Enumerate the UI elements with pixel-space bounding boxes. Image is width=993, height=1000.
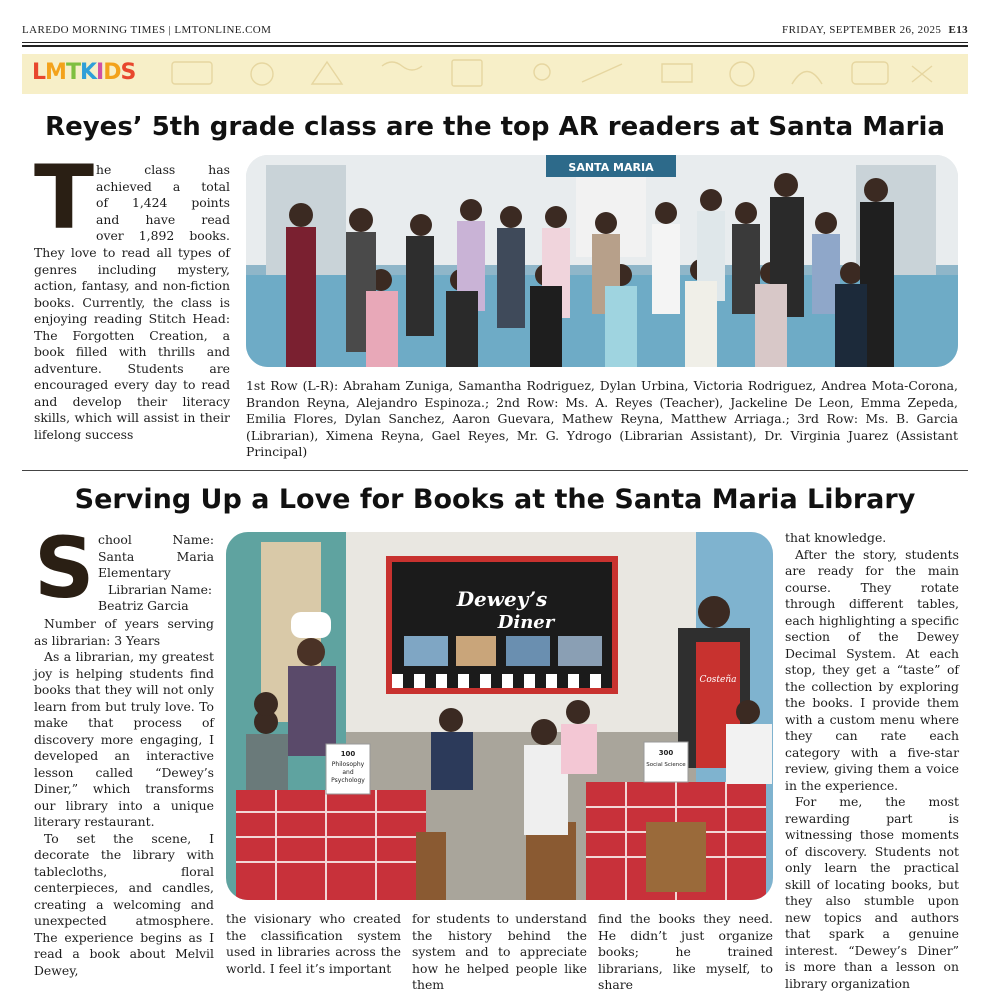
article1-body [34, 146, 230, 458]
paragraph: Number of years serving as librarian: 3 Years [34, 616, 214, 648]
article2-headline: Serving Up a Love for Books at the Santa Maria Library [74, 484, 916, 515]
logo-letter: K [79, 60, 97, 85]
masthead-rule [22, 42, 968, 43]
lead-line: chool Name: [98, 532, 214, 547]
paragraph: For me, the most rewarding part is witnessing those moments of discovery. Students not only learn the practical skill of locating books, but they also stumble upon new topics and authors that spark a genuine interest. “Dewey’s Diner” is more than a lesson on library organization [785, 794, 959, 991]
lead-line: he class has [96, 162, 230, 177]
lead-line: Santa Maria [98, 548, 214, 564]
book-sign-text: Philosophy [331, 761, 365, 768]
apron-text: Costeña [699, 675, 737, 685]
lead-line: Beatriz Garcia [98, 598, 189, 613]
library-photo-illustration [226, 532, 773, 900]
lead-line: of 1,424 points [96, 195, 230, 210]
logo-letter: L [32, 60, 46, 85]
lead-line: over 1,892 books. [96, 228, 230, 243]
article-divider [22, 470, 968, 471]
masthead-rule-thick [22, 45, 968, 47]
article1-dropcap: T [34, 146, 95, 249]
article1-lead [96, 162, 230, 245]
lead-line: Librarian Name: [108, 581, 213, 597]
lead-line: and have read [96, 211, 230, 227]
book-sign-text: and [342, 769, 354, 776]
paragraph: that knowledge. [785, 530, 887, 545]
date-text: FRIDAY, SEPTEMBER 26, 2025 [782, 24, 942, 36]
lmtkids-logo [32, 60, 135, 85]
issue-date [782, 24, 968, 36]
paragraph: To set the scene, I decorate the library with tablecloths, floral centerpieces, and candles, creating a welcoming and unexpected atmosphere. The experience begins as I read a book about Melvil Dewey, [34, 830, 214, 978]
school-sign-text: SANTA MARIA [568, 161, 654, 174]
article2-col1-text [34, 616, 214, 979]
article2-column-3: for students to understand the history behind the system and to appreciate how he helped people like them [412, 911, 587, 992]
article2-lead [98, 532, 214, 615]
article2-column-5 [785, 530, 959, 992]
page-number: E13 [948, 24, 968, 36]
section-banner [22, 54, 968, 94]
book-sign-text: Psychology [331, 777, 365, 784]
class-photo-caption: 1st Row (L-R): Abraham Zuniga, Samantha Rodriguez, Dylan Urbina, Victoria Rodriguez, Andrea Mota-Corona, Brandon Reyna, Alejandro Espinoza.; 2nd Row: Ms. A. Reyes (Teacher), Jackeline De Leon, Emma Zepeda, Emilia Flores, Dylan Sanchez, Aaron Guevara, Mathew Reyna, Matthew Arriaga.; 3rd Row: Ms. B. Garcia (Librarian), Ximena Reyna, Gael Reyes, Mr. G. Ydrogo (Librarian Assistant), Dr. Virginia Juarez (Assistant Principal) [246, 378, 958, 459]
library-photo [226, 532, 773, 900]
article2-column-2: the visionary who created the classification system used in libraries across the world. I feel it’s important [226, 911, 401, 976]
logo-letter: I [96, 60, 104, 85]
doodle-background [22, 54, 968, 94]
article1-paragraph: They love to read all types of genres including mystery, action, fantasy, and non-fiction books. Currently, the class is enjoying reading Stitch Head: The Forgotten Creation, a book filled with thrills and adventure. Students are encouraged every day to read and develop their literacy skills, which will assist in their lifelong success [34, 245, 230, 442]
article2-dropcap: S [34, 519, 95, 617]
lead-line: achieved a total [96, 178, 230, 194]
class-photo [246, 155, 958, 367]
sign-line: Diner [497, 612, 555, 633]
article2-column-4: find the books they need. He didn’t just organize books; he trained librarians, like myself, to share [598, 911, 773, 992]
logo-letter: D [103, 60, 121, 85]
publication-name: LAREDO MORNING TIMES | LMTONLINE.COM [22, 24, 272, 36]
book-sign-text: 100 [340, 750, 356, 758]
book-sign-text: 300 [658, 749, 674, 757]
article2-column-1 [34, 519, 214, 992]
dewey-diner-sign [386, 556, 618, 694]
logo-letter: S [120, 60, 136, 85]
article1-headline: Reyes’ 5th grade class are the top AR readers at Santa Maria [45, 112, 945, 142]
logo-letter: T [65, 60, 80, 85]
paragraph: As a librarian, my greatest joy is helping students find books that they will not only learn from but truly love. To make that process of discovery more engaging, I developed an interactive lesson called “Dewey’s Diner,” which transforms our library into a unique literary restaurant. [34, 649, 214, 829]
class-photo-illustration [246, 155, 958, 367]
lead-line: Elementary [98, 565, 171, 580]
book-sign-text: Social Science [646, 762, 686, 768]
sign-line: Dewey’s [456, 587, 548, 611]
logo-letter: M [45, 60, 66, 85]
paragraph: After the story, students are ready for the main course. They rotate through different tables, each highlighting a specific section of the Dewey Decimal System. At each stop, they get a “taste” of the collection by exploring the books. I provide them with a custom menu where they can rate each category with a five-star review, giving them a voice in the experience. [785, 546, 959, 793]
